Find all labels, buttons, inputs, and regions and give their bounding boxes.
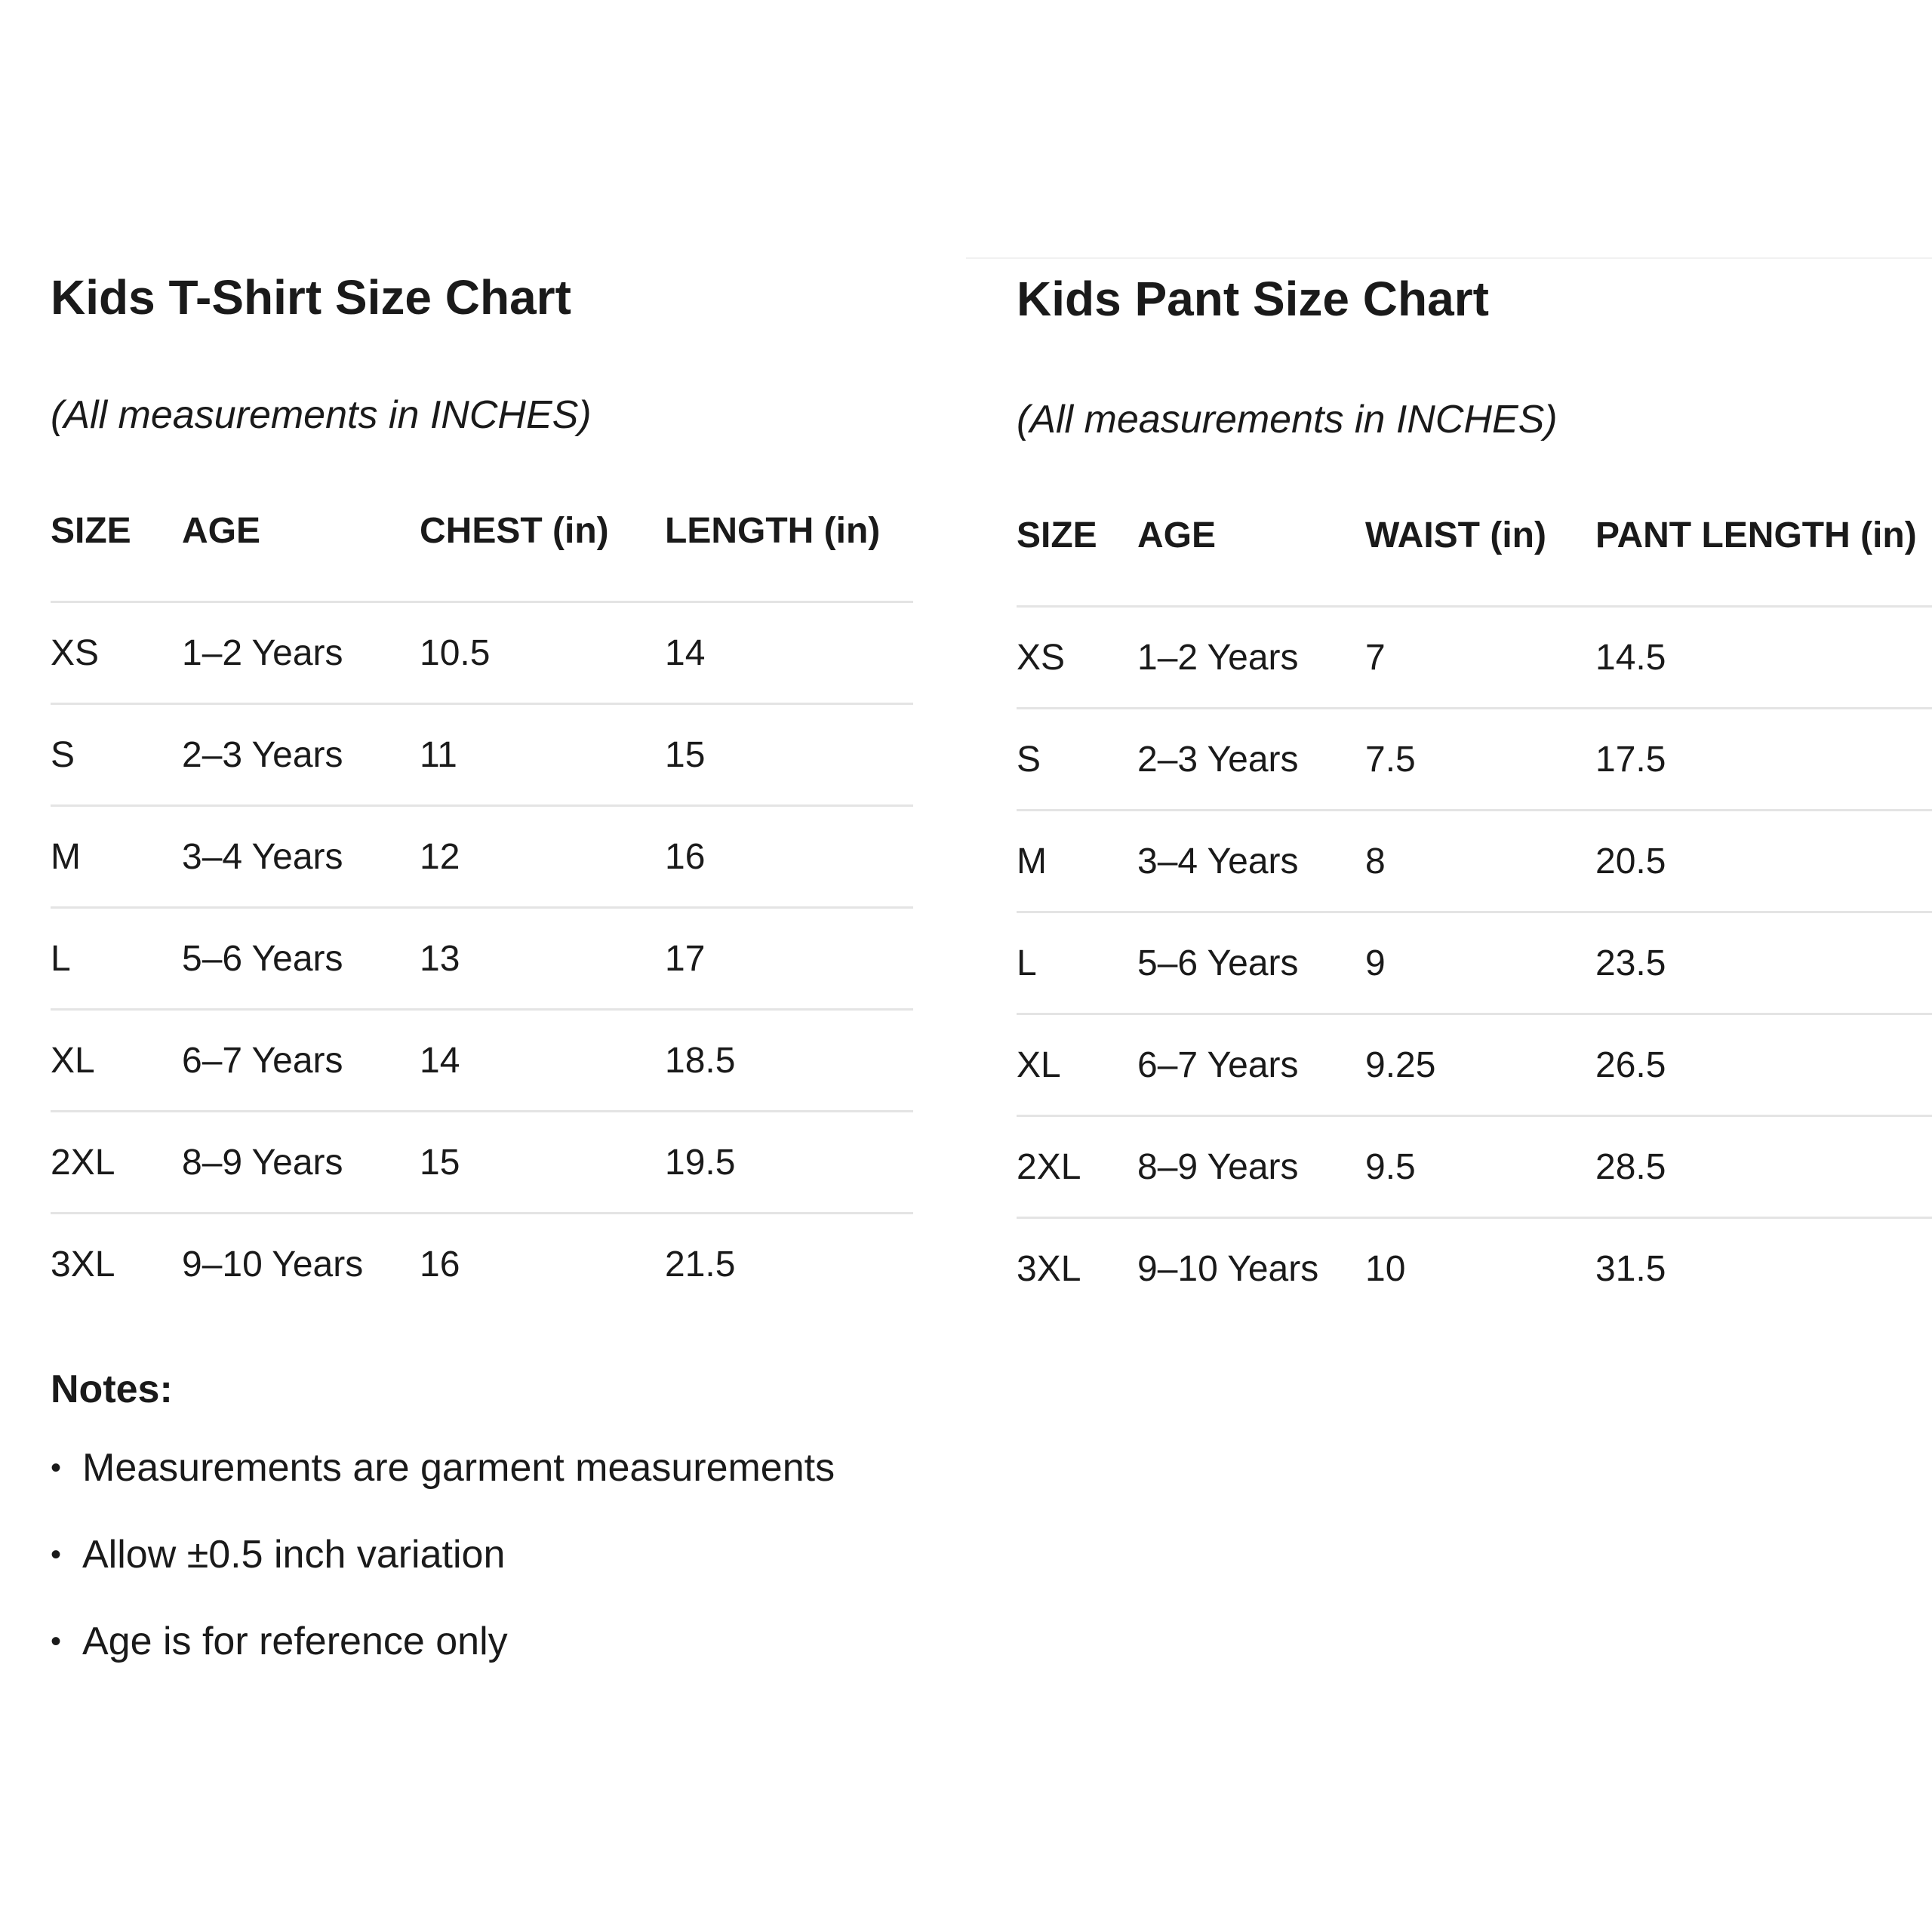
- waist-cell: 10: [1365, 1248, 1406, 1289]
- waist-cell: 9: [1365, 912, 1595, 1014]
- size-cell: 2XL: [51, 1112, 182, 1214]
- chest-cell: 12: [420, 806, 665, 908]
- chest-cell: 14: [420, 1010, 665, 1112]
- column-header-size: SIZE: [1017, 515, 1137, 607]
- size-cell: L: [51, 908, 182, 1010]
- table-row: [1017, 912, 1932, 1014]
- column-header-size: SIZE: [51, 510, 182, 602]
- age-cell: 2–3 Years: [1137, 709, 1365, 811]
- column-header-age: AGE: [182, 510, 420, 602]
- tshirt-chart-title: Kids T-Shirt Size Chart: [51, 270, 571, 325]
- tshirt-chart-subtitle: (All measurements in INCHES): [51, 393, 592, 437]
- chest-cell: 15: [420, 1112, 665, 1214]
- table-row: [51, 704, 913, 806]
- waist-cell: 8: [1365, 811, 1595, 912]
- notes-title: Notes:: [51, 1367, 173, 1411]
- table-header-row: [1017, 515, 1932, 607]
- age-cell: 6–7 Years: [182, 1010, 420, 1112]
- table-row: [51, 602, 913, 704]
- note-text: Measurements are garment measurements: [82, 1445, 835, 1490]
- age-cell: 9–10 Years: [182, 1244, 364, 1284]
- list-item: [51, 1598, 835, 1684]
- bullet-icon: •: [51, 1624, 62, 1658]
- pant-length-cell: 20.5: [1595, 811, 1932, 912]
- chest-cell: 10.5: [420, 602, 665, 704]
- top-divider: [966, 257, 1932, 259]
- age-cell: 2–3 Years: [182, 704, 420, 806]
- chest-cell: 11: [420, 704, 665, 806]
- size-cell: M: [51, 806, 182, 908]
- notes-section: [51, 1367, 835, 1684]
- size-cell: S: [1017, 709, 1137, 811]
- table-row: [51, 908, 913, 1010]
- list-item: [51, 1511, 835, 1598]
- table-row: [51, 1010, 913, 1112]
- size-cell: 2XL: [1017, 1116, 1137, 1218]
- age-cell: 8–9 Years: [182, 1112, 420, 1214]
- table-row: [51, 1214, 913, 1315]
- pant-chart-title: Kids Pant Size Chart: [1017, 272, 1489, 326]
- age-cell: 1–2 Years: [182, 602, 420, 704]
- length-cell: 16: [665, 806, 913, 908]
- age-cell: 6–7 Years: [1137, 1014, 1365, 1116]
- pant-length-cell: 17.5: [1595, 709, 1932, 811]
- age-cell: 5–6 Years: [1137, 912, 1365, 1014]
- column-header-age: AGE: [1137, 515, 1365, 607]
- length-cell: 21.5: [665, 1244, 736, 1284]
- note-text: Age is for reference only: [82, 1619, 508, 1663]
- age-cell: 3–4 Years: [1137, 811, 1365, 912]
- pant-size-table: [1017, 515, 1932, 1318]
- chest-cell: 16: [420, 1244, 460, 1284]
- size-cell: XS: [1017, 607, 1137, 709]
- length-cell: 17: [665, 908, 913, 1010]
- column-header-pant-length: PANT LENGTH (in): [1595, 515, 1932, 607]
- table-row: [1017, 607, 1932, 709]
- bullet-icon: •: [51, 1451, 62, 1484]
- age-cell: 5–6 Years: [182, 908, 420, 1010]
- waist-cell: 7: [1365, 607, 1595, 709]
- table-row: [1017, 1116, 1932, 1218]
- size-cell: 3XL: [1017, 1248, 1081, 1289]
- size-cell: M: [1017, 811, 1137, 912]
- column-header-chest: CHEST (in): [420, 510, 665, 602]
- length-cell: 15: [665, 704, 913, 806]
- age-cell: 8–9 Years: [1137, 1116, 1365, 1218]
- table-row: [1017, 1218, 1932, 1319]
- age-cell: 1–2 Years: [1137, 607, 1365, 709]
- pant-length-cell: 28.5: [1595, 1116, 1932, 1218]
- table-row: [1017, 811, 1932, 912]
- size-cell: S: [51, 704, 182, 806]
- list-item: [51, 1424, 835, 1511]
- age-cell: 3–4 Years: [182, 806, 420, 908]
- note-text: Allow ±0.5 inch variation: [82, 1532, 506, 1577]
- column-header-waist: WAIST (in): [1365, 515, 1595, 607]
- notes-list: [51, 1424, 835, 1684]
- table-header-row: [51, 510, 913, 602]
- pant-length-cell: 23.5: [1595, 912, 1932, 1014]
- waist-cell: 9.5: [1365, 1116, 1595, 1218]
- table-row: [1017, 709, 1932, 811]
- size-cell: L: [1017, 912, 1137, 1014]
- length-cell: 14: [665, 602, 913, 704]
- bullet-icon: •: [51, 1537, 62, 1571]
- size-cell: 3XL: [51, 1244, 115, 1284]
- pant-length-cell: 31.5: [1595, 1248, 1666, 1289]
- tshirt-size-table: [51, 510, 913, 1314]
- table-row: [1017, 1014, 1932, 1116]
- column-header-length: LENGTH (in): [665, 510, 913, 602]
- table-row: [51, 1112, 913, 1214]
- pant-chart-subtitle: (All measurements in INCHES): [1017, 398, 1558, 441]
- chest-cell: 13: [420, 908, 665, 1010]
- waist-cell: 9.25: [1365, 1014, 1595, 1116]
- size-cell: XS: [51, 602, 182, 704]
- size-cell: XL: [51, 1010, 182, 1112]
- pant-length-cell: 14.5: [1595, 607, 1932, 709]
- pant-length-cell: 26.5: [1595, 1014, 1932, 1116]
- length-cell: 19.5: [665, 1112, 913, 1214]
- age-cell: 9–10 Years: [1137, 1248, 1319, 1289]
- table-row: [51, 806, 913, 908]
- waist-cell: 7.5: [1365, 709, 1595, 811]
- length-cell: 18.5: [665, 1010, 913, 1112]
- size-cell: XL: [1017, 1014, 1137, 1116]
